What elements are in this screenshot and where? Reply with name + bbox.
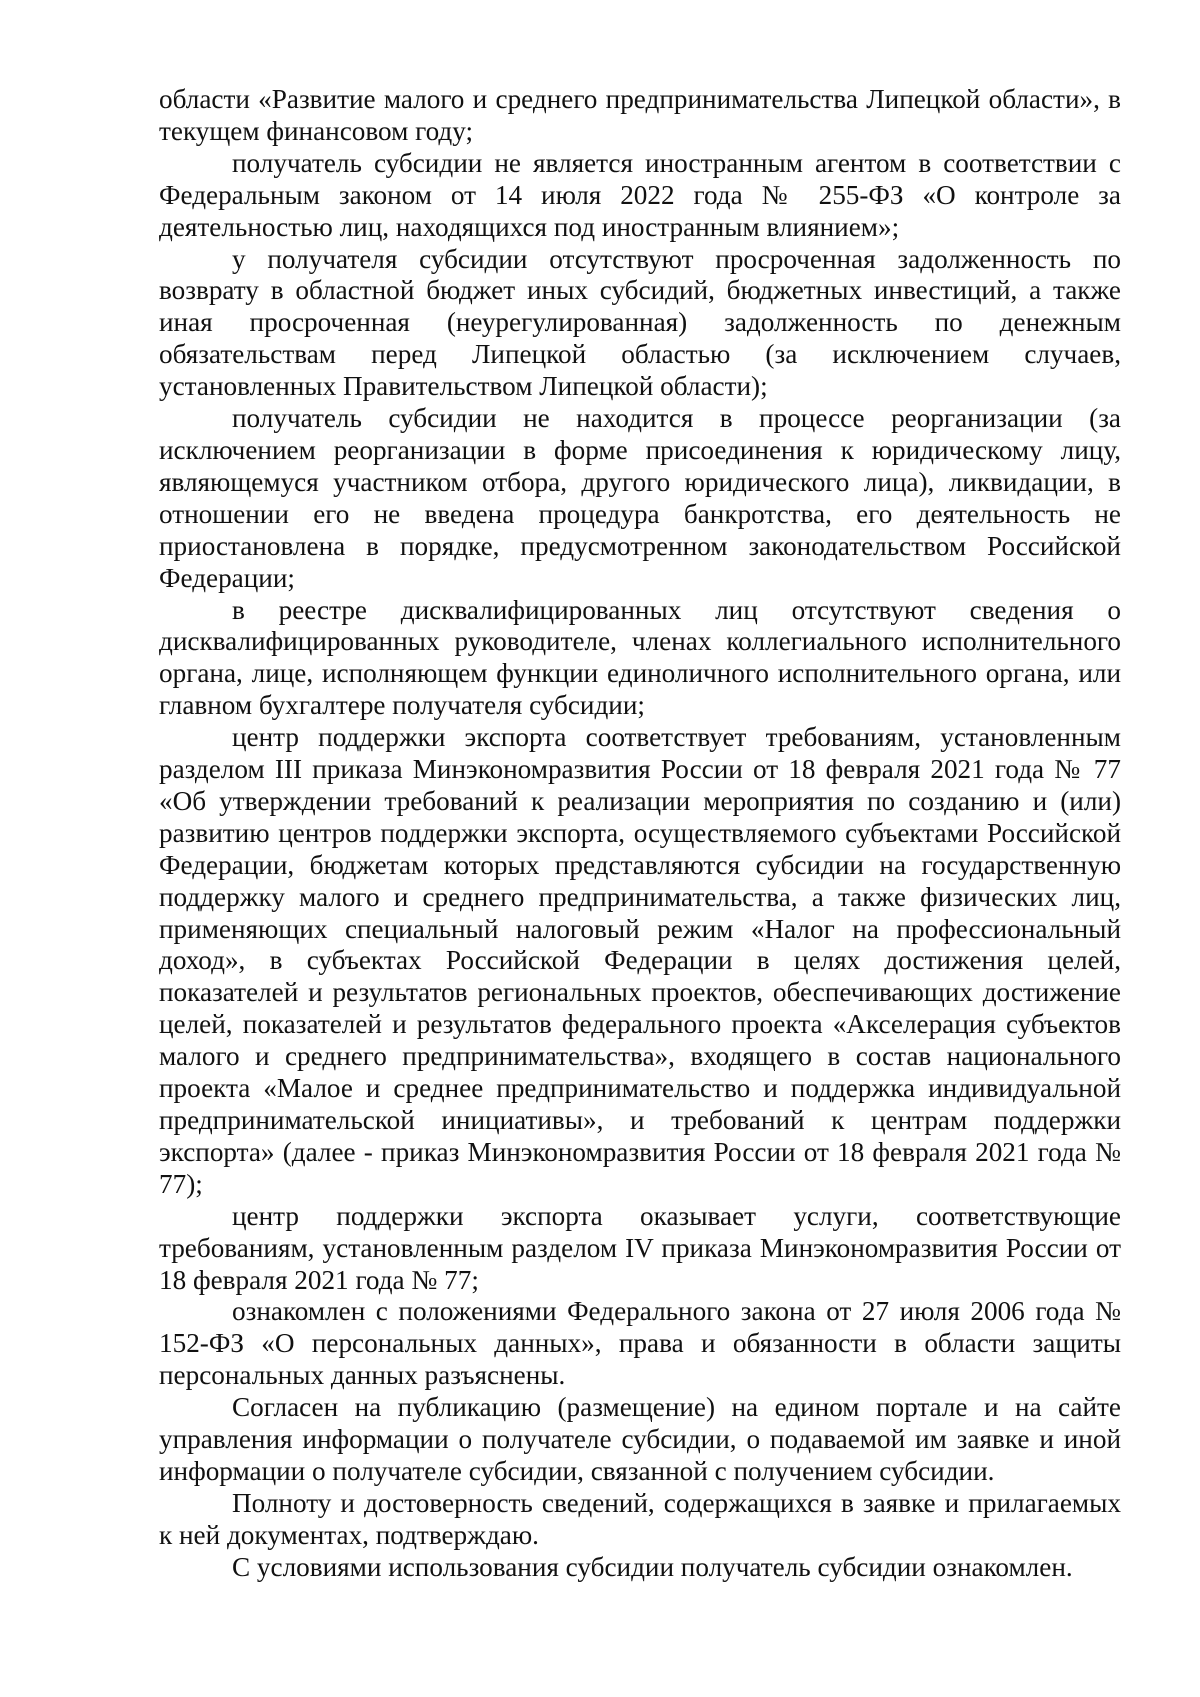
- paragraph-reorganization: получатель субсидии не находится в процессе реорганизации (за исключением реорганизации в форме присоединения к юридическому лицу, являющемуся участником отбора, другого юридического лица), ликвидации, в отношении его не введена процедура банкротства, его деятельность не приостановлена в порядке, предусмотренном законодательством Российской Федерации;: [159, 403, 1121, 593]
- paragraph-personal-data: ознакомлен с положениями Федерального закона от 27 июля 2006 года № 152-ФЗ «О персональных данных», права и обязанности в области защиты персональных данных разъяснены.: [159, 1296, 1121, 1391]
- paragraph-program-continuation: области «Развитие малого и среднего предпринимательства Липецкой области», в текущем финансовом году;: [159, 84, 1121, 146]
- paragraph-accuracy-confirmation: Полноту и достоверность сведений, содержащихся в заявке и прилагаемых к ней документах, подтверждаю.: [159, 1487, 1121, 1550]
- paragraph-export-center-services: центр поддержки экспорта оказывает услуги, соответствующие требованиям, установленным разделом IV приказа Минэкономразвития России от 18 февраля 2021 года № 77;: [159, 1200, 1121, 1295]
- paragraph-publication-consent: Согласен на публикацию (размещение) на едином портале и на сайте управления информации о получателе субсидии, о подаваемой им заявке и иной информации о получателе субсидии, связанной с получением субсидии.: [159, 1392, 1121, 1486]
- paragraph-foreign-agent: получатель субсидии не является иностранным агентом в соответствии с Федеральным законом от 14 июля 2022 года № 255-ФЗ «О контроле за деятельностью лиц, находящихся под иностранным влиянием»;: [159, 147, 1121, 242]
- paragraph-export-center-requirements: центр поддержки экспорта соответствует требованиям, установленным разделом III приказа Минэкономразвития России от 18 февраля 2021 года № 77 «Об утверждении требований к реализации мероприятия по созданию и (или) развитию центров поддержки экспорта, осуществляемого субъектами Российской Федерации, бюджетам которых представляются субсидии на государственную поддержку малого и среднего предпринимательства, а также физических лиц, применяющих специальный налоговый режим «Налог на профессиональный доход», в субъектах Российской Федерации в целях достижения целей, показателей и результатов региональных проектов, обеспечивающих достижение целей, показателей и результатов федерального проекта «Акселерация субъектов малого и среднего предпринимательства», входящего в состав национального проекта «Малое и среднее предпринимательство и поддержка индивидуальной предпринимательской инициативы», и требований к центрам поддержки экспорта» (далее - приказ Минэкономразвития России от 18 февраля 2021 года № 77);: [159, 722, 1121, 1199]
- paragraph-disqualified-persons: в реестре дисквалифицированных лиц отсутствуют сведения о дисквалифицированных руководителе, членах коллегиального исполнительного органа, лице, исполняющем функции единоличного исполнительного органа, или главном бухгалтере получателя субсидии;: [159, 594, 1121, 721]
- paragraph-overdue-debt: у получателя субсидии отсутствуют просроченная задолженность по возврату в областной бюджет иных субсидий, бюджетных инвестиций, а также иная просроченная (неурегулированная) задолженность по денежным обязательствам перед Липецкой областью (за исключением случаев, установленных Правительством Липецкой области);: [159, 243, 1121, 402]
- document-page: [159, 84, 1121, 1584]
- paragraph-conditions-acknowledged: С условиями использования субсидии получатель субсидии ознакомлен.: [232, 1551, 1073, 1582]
